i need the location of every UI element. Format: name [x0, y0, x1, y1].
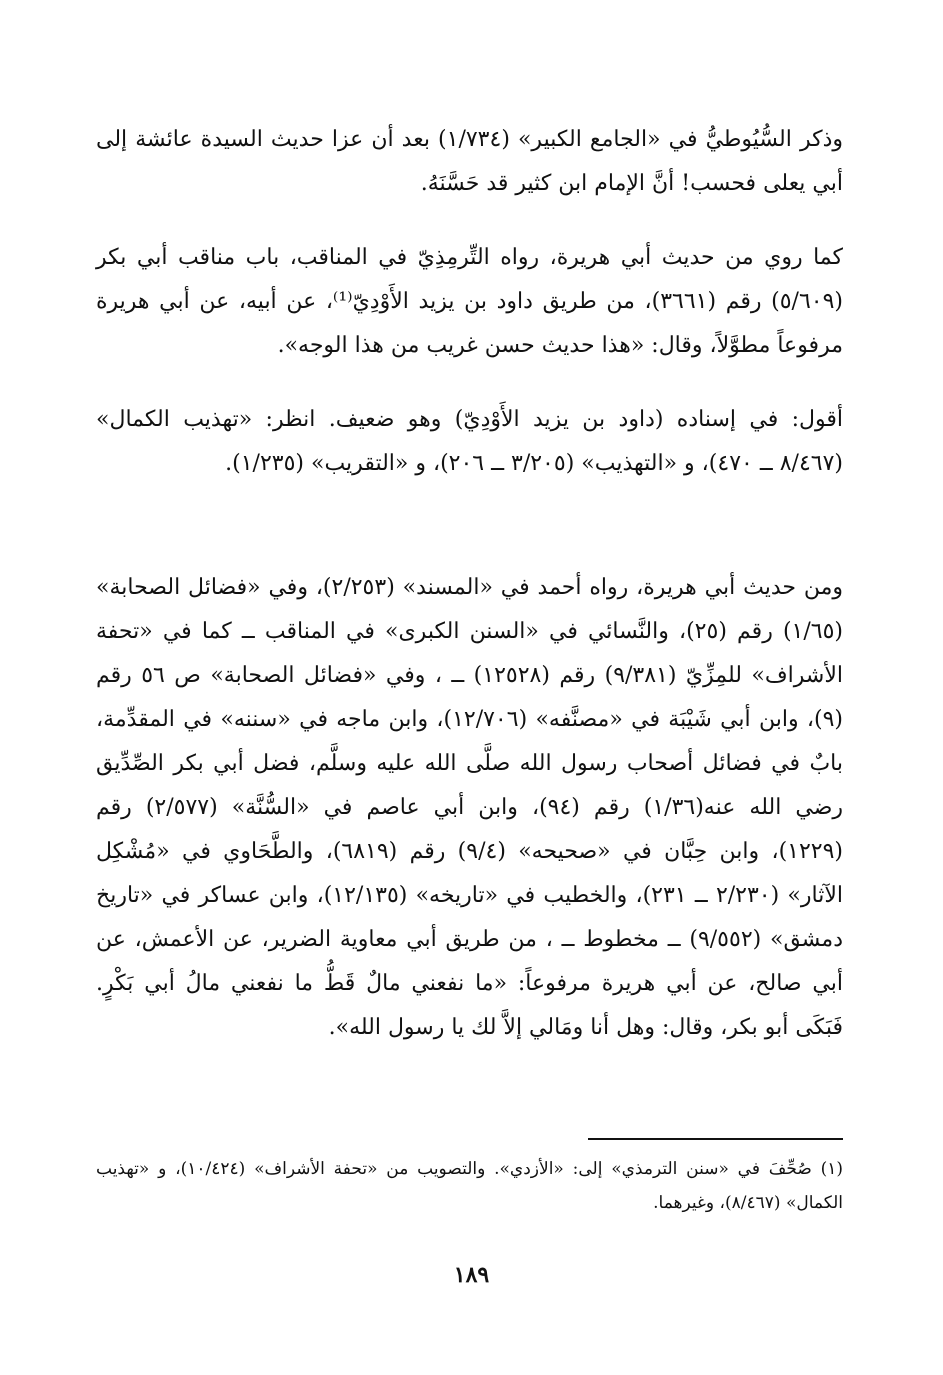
page-number: ١٨٩	[453, 1262, 490, 1288]
paragraph-tirmidhi: كما روي من حديث أبي هريرة، رواه التِّرمِذِيّ في المناقب، باب مناقب أبي بكر (٥/٦٠٩) رقم (٣٦٦١)، من طريق داود بن يزيد الأَوْدِيّ⁽¹⁾، عن أبيه، عن أبي هريرة مرفوعاً مطوَّلاً، وقال: «هذا حديث حسن غريب من هذا الوجه».	[96, 245, 843, 358]
paragraph-suyuti: وذكر السُّيُوطيُّ في «الجامع الكبير» (١/٧٣٤) بعد أن عزا حديث السيدة عائشة إلى أبي يعلى فحسب! أنَّ الإمام ابن كثير قد حَسَّنَهُ.	[96, 127, 843, 196]
paragraph-isnad-comment: أقول: في إسناده (داود بن يزيد الأَوْدِيّ) وهو ضعيف. انظر: «تهذيب الكمال» (٨/٤٦٧ ــ ٤٧٠)، و «التهذيب» (٣/٢٠٥ ــ ٢٠٦)، و «التقريب» (١/٢٣٥).	[96, 407, 843, 476]
footnote-divider	[588, 1138, 843, 1140]
footnote: (١) صُحِّفَ في «سنن الترمذي» إلى: «الأزدي». والتصويب من «تحفة الأشراف» (١٠/٤٢٤)، و «تهذيب الكمال» (٨/٤٦٧)، وغيرهما.	[96, 1159, 844, 1213]
paragraph-ahmad: ومن حديث أبي هريرة، رواه أحمد في «المسند» (٢/٢٥٣)، وفي «فضائل الصحابة» (١/٦٥) رقم (٢٥)، والنَّسائي في «السنن الكبرى» في المناقب ــ كما في «تحفة الأشراف» للمِزِّيّ (٩/٣٨١) رقم (١٢٥٢٨) ــ ، وفي «فضائل الصحابة» ص ٥٦ رقم (٩)، وابن أبي شَيْبَة في «مصنَّفه» (١٢/٧٠٦)، وابن ماجه في «سننه» في المقدِّمة، بابٌ في فضائل أصحاب رسول الله صلَّى الله عليه وسلَّم، فضل أبي بكر الصِّدِّيق رضي الله عنه(١/٣٦) رقم (٩٤)، وابن أبي عاصم في «السُّنَّة» (٢/٥٧٧) رقم (١٢٢٩)، وابن حِبَّان في «صحيحه» (٩/٤) رقم (٦٨١٩)، والطَّحَاوي في «مُشْكِل الآثار» (٢/٢٣٠ ــ ٢٣١)، والخطيب في «تاريخه» (١٢/١٣٥)، وابن عساكر في «تاريخ دمشق» (٩/٥٥٢) ــ مخطوط ــ ، من طريق أبي معاوية الضرير، عن الأعمش، عن أبي صالح، عن أبي هريرة مرفوعاً: «ما نفعني مالٌ قَطُّ ما نفعني مالُ أبي بَكْرٍ. فَبَكَى أبو بكر، وقال: وهل أنا ومَالي إلاَّ لك يا رسول الله».	[96, 575, 844, 1040]
